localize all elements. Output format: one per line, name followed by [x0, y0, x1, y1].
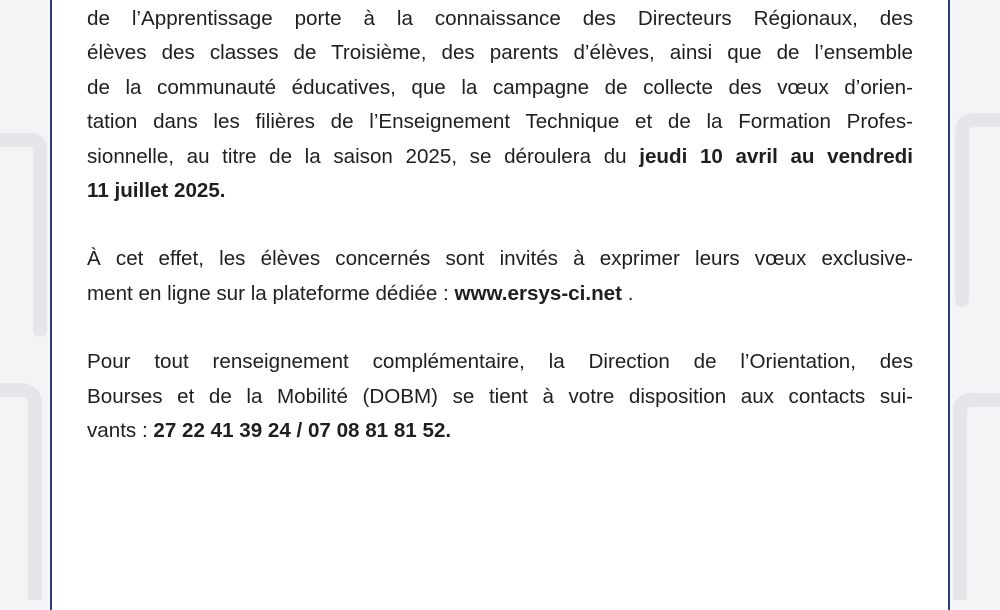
website-link[interactable]: www.ersys-ci.net [454, 281, 622, 305]
text-fragment: . [621, 281, 634, 305]
text-line [87, 140, 913, 174]
text-line: élèves des classes de Troisième, des parents d’élèves, ainsi que de l’ensemble [87, 41, 913, 65]
text-line: Bourses et de la Mobilité (DOBM) se tient à votre disposition aux contacts sui- [87, 384, 913, 408]
document-content [87, 0, 913, 448]
campaign-end-date: 11 juillet 2025. [87, 179, 226, 203]
text-fragment: ment en ligne sur la plateforme dédiée : [87, 281, 455, 305]
text-fragment: vants : [87, 419, 154, 443]
text-line: À cet effet, les élèves concernés sont invités à exprimer leurs vœux exclusive- [87, 247, 913, 271]
contact-phone-numbers: 27 22 41 39 24 / 07 08 81 81 52. [153, 419, 452, 443]
text-line [87, 414, 913, 448]
text-fragment: sionnelle, au titre de la saison 2025, se déroulera du [87, 144, 640, 168]
paragraph-contacts [87, 345, 913, 448]
text-line [87, 277, 913, 311]
paragraph-campaign [87, 2, 913, 208]
campaign-start-date: jeudi 10 avril au vendredi [639, 144, 913, 168]
text-line: Pour tout renseignement complémentaire, la Direction de l’Orientation, des [87, 350, 913, 374]
text-line: tation dans les filières de l’Enseignement Technique et de la Formation Profes- [87, 110, 913, 134]
paragraph-online-registration [87, 242, 913, 311]
text-line: de la communauté éducatives, que la campagne de collecte des vœux d’orien- [87, 75, 913, 99]
text-line: de l’Apprentissage porte à la connaissance des Directeurs Régionaux, des [87, 7, 913, 30]
